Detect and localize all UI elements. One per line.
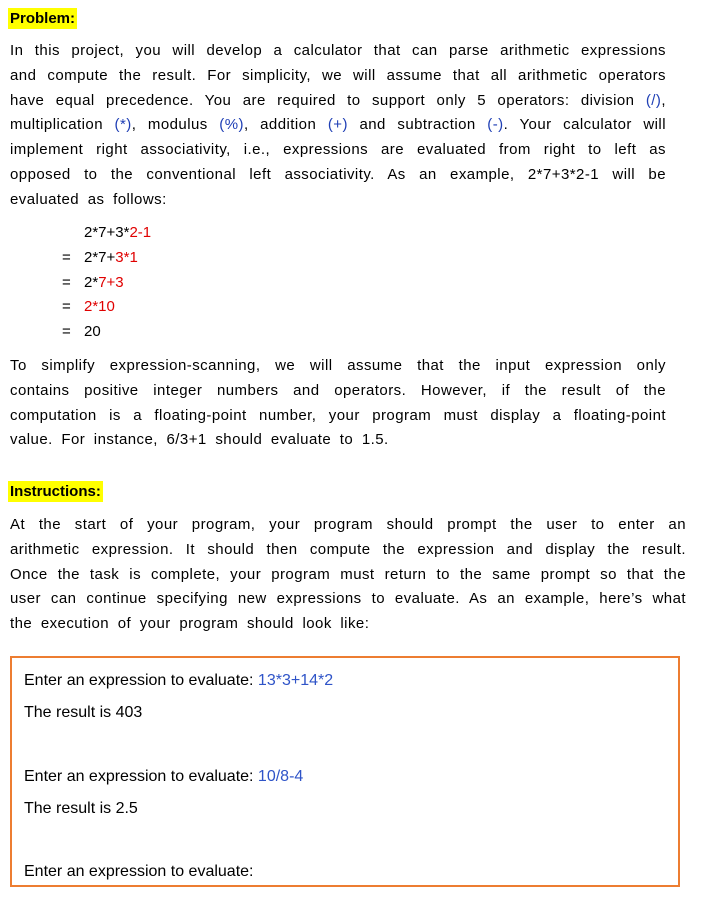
console-result-line: The result is 403 [24, 704, 143, 721]
console-user-input: 10/8-4 [257, 768, 304, 785]
modulus-operator: (%) [219, 116, 244, 134]
console-prompt-line: Enter an expression to evaluate: 10/8-4 [24, 768, 304, 785]
problem-heading: Problem: [10, 10, 76, 27]
console-prompt-line: Enter an expression to evaluate: 13*3+14*2 [24, 672, 334, 689]
instructions-paragraph: At the start of your program, your program should prompt the user to enter an arithmetic expression. It should then compute the expression and display the result. Once the task is complete, your program must return to the same prompt so that the user can continue specifying new expressions to evaluate. As an example, here’s what the execution of your program should look like: [10, 516, 686, 633]
division-operator: (/) [645, 91, 662, 109]
addition-operator: (+) [327, 116, 348, 134]
subtraction-operator: (-) [487, 116, 504, 134]
multiplication-operator: (*) [114, 116, 132, 134]
document-page: Problem: In this project, you will develop a calculator that can parse arithmetic expressions and compute the result. For simplicity, we will assume that all arithmetic operators have equal precedence. You are required to support only 5 operators: division (/), multiplication (*), modulus (%), addition (+) and subtraction (-). Your calculator will implement right associativity, i.e., expressions are evaluated from right to left as opposed to the conventional left associativity. As an example, 2*7+3*2-1 will be evaluated as follows: 2*7+3*2-1 = 2*7+3*1 = 2*7+3 = 2*10 = 20 To simplify expression-scanning, we will assume that the input expression only contains positive integer numbers and operators. However, if the result of the computation is a floating-point number, your program must display a floating-point value. For instance, 6/3+1 should evaluate to 1.5. Instructions: At the start of your program, your program should prompt the user to enter an arithmetic expression. It should then compute the expression and display the result. Once the task is complete, your program must return to the same prompt so that the user can continue specifying new expressions to evaluate. As an example, here’s what the execution of your program should look like: Enter an expression to evaluate: 13*3+14*2 The result is 403 Enter an expression to evaluate: 10/8-4 The result is 2.5 Enter an expression to evaluate: [0, 0, 706, 904]
console-final-prompt: Enter an expression to evaluate: [24, 863, 254, 880]
instructions-heading: Instructions: [10, 483, 101, 500]
console-result-line: The result is 2.5 [24, 800, 138, 817]
console-user-input: 13*3+14*2 [257, 672, 334, 689]
problem-intro-paragraph: In this project, you will develop a calculator that can parse arithmetic expressions and compute the result. For simplicity, we will assume that all arithmetic operators have equal precedence. You are required to support only 5 operators: division (/), multiplication (*), modulus (%), addition (+) and subtraction (-). Your calculator will implement right associativity, i.e., expressions are evaluated from right to left as opposed to the conventional left associativity. As an example, 2*7+3*2-1 will be evaluated as follows: [10, 42, 666, 208]
example-console-output [10, 656, 680, 887]
simplify-paragraph: To simplify expression-scanning, we will assume that the input expression only contains positive integer numbers and operators. However, if the result of the computation is a floating-point number, your program must display a floating-point value. For instance, 6/3+1 should evaluate to 1.5. [10, 357, 666, 449]
